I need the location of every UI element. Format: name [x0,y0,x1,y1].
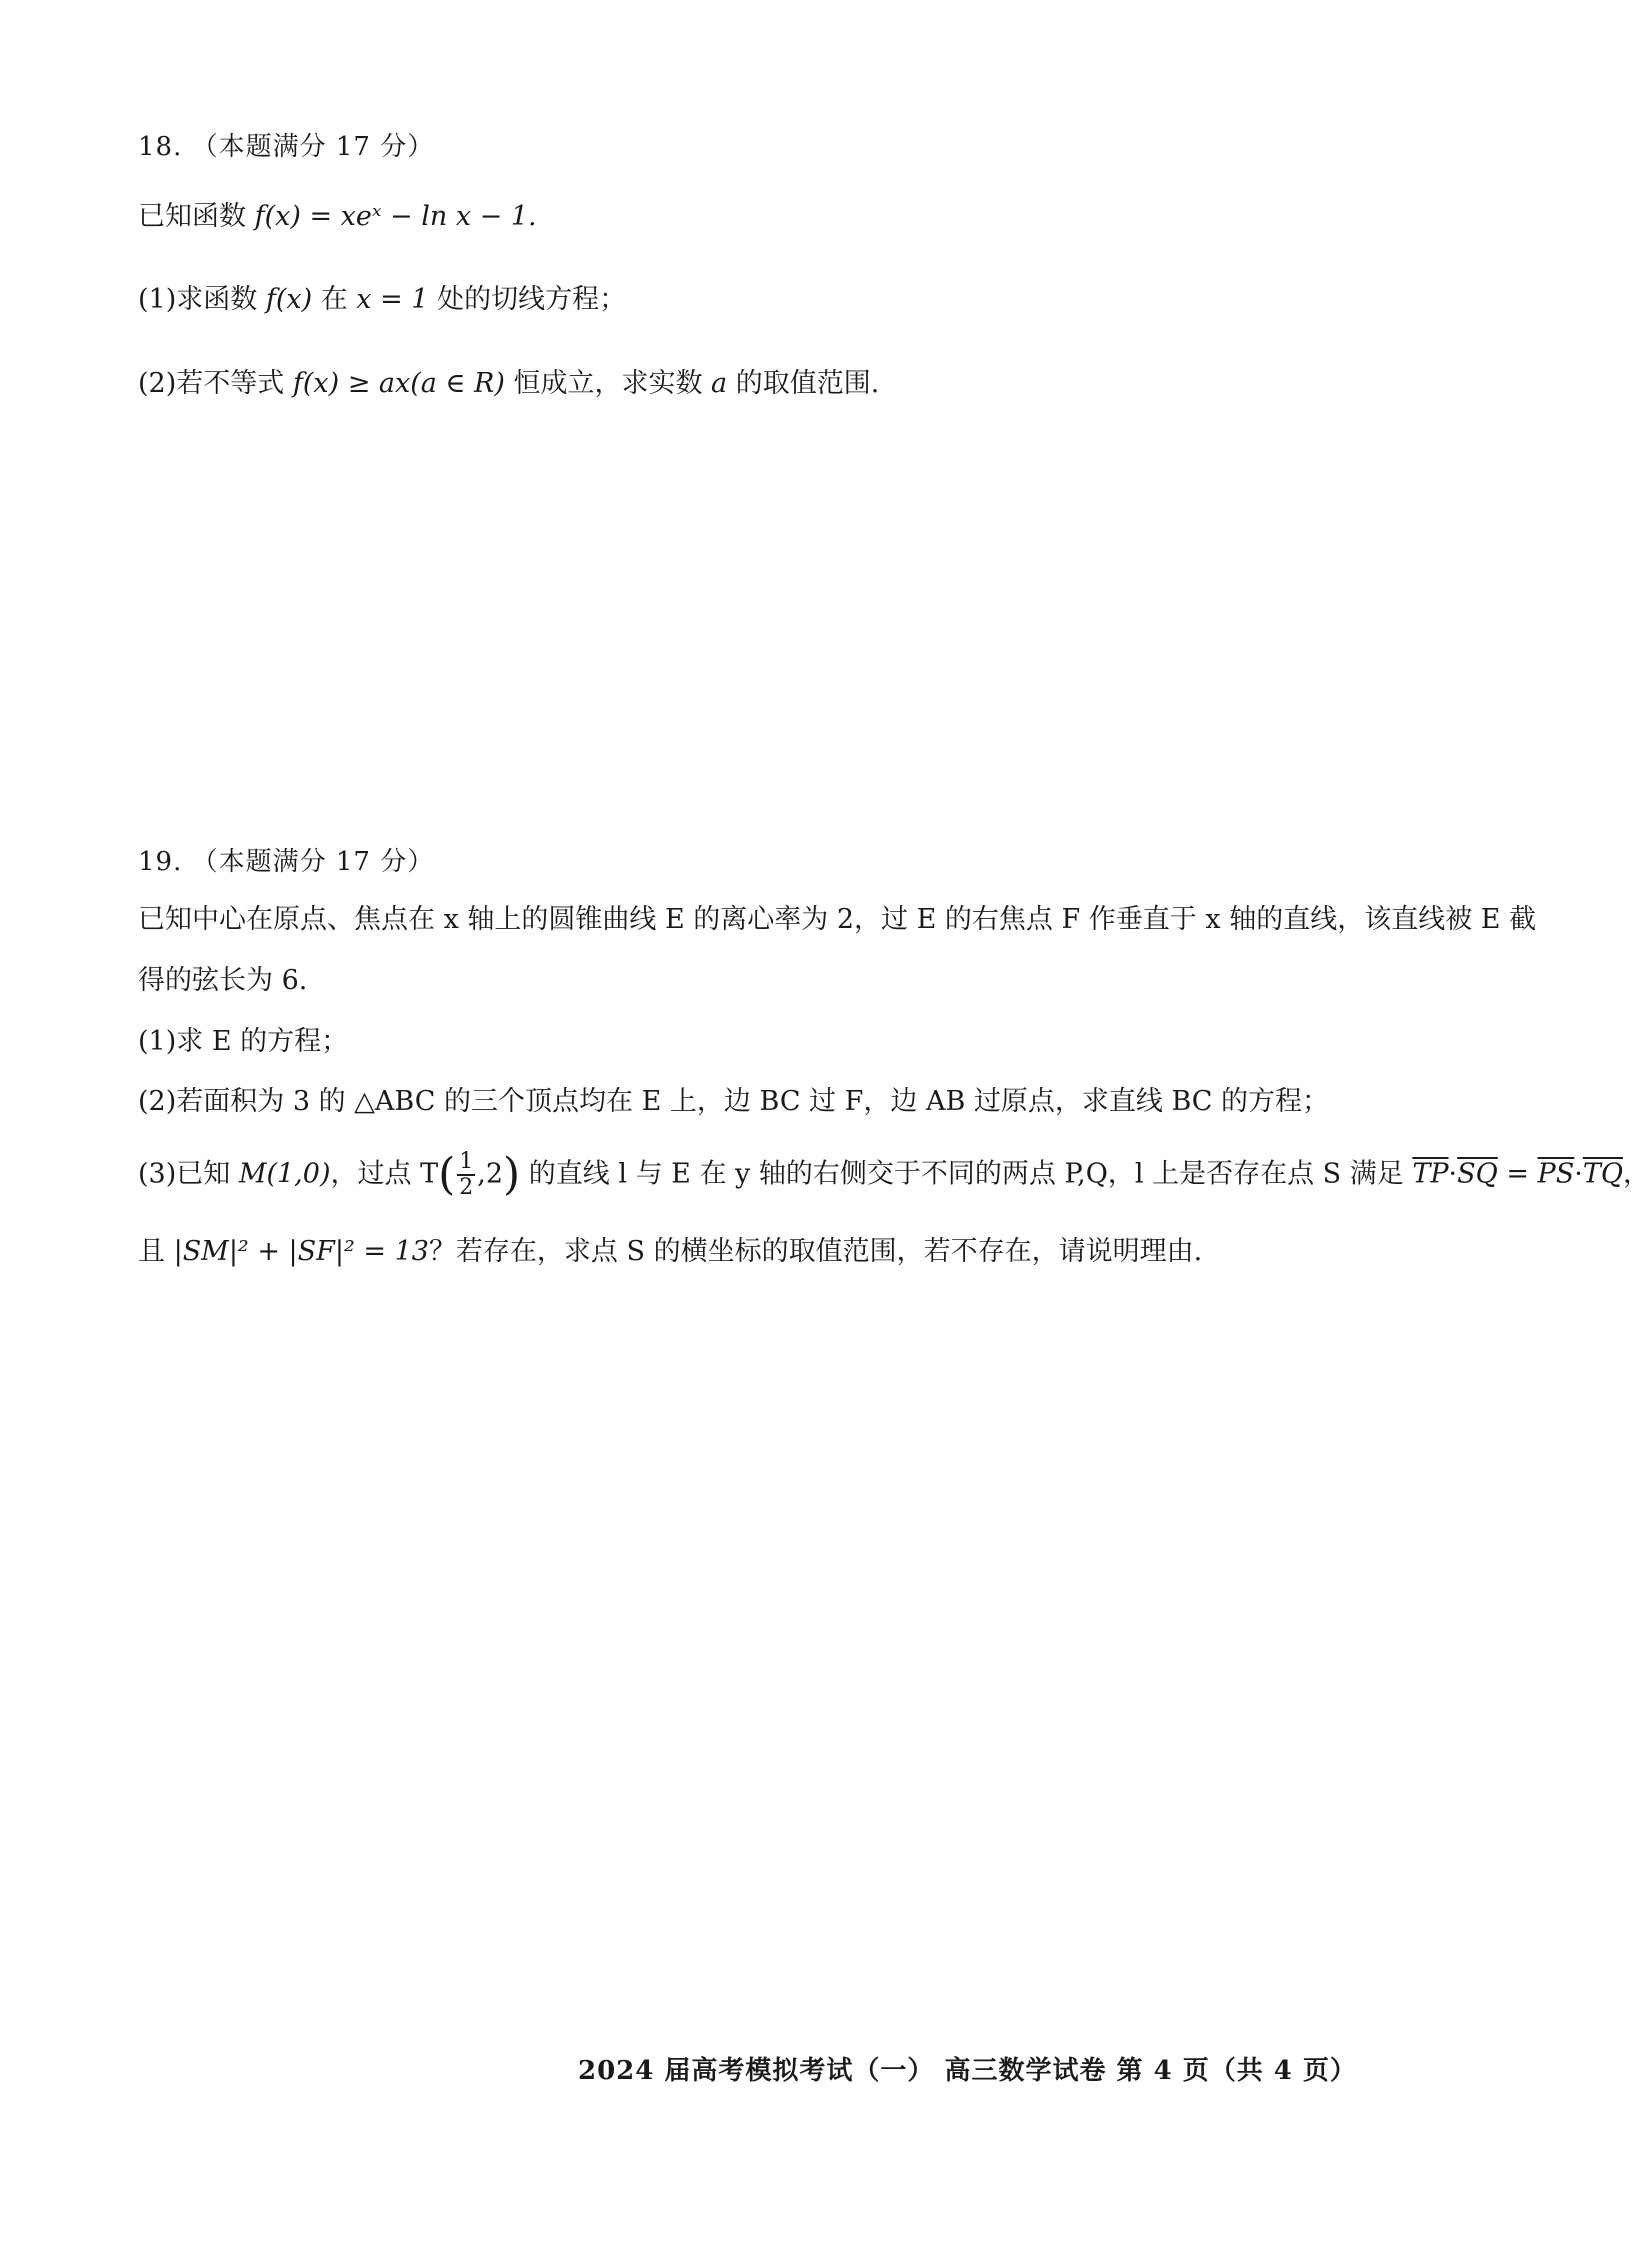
q18-part1-suffix: 处的切线方程； [428,284,627,315]
q19-part1: (1)求 E 的方程； [138,1026,349,1057]
q18-part2-suffix: 恒成立，求实数 [504,368,712,399]
q19-vector-ps: $\overline{PS}$ [1537,1158,1575,1190]
q18-part2 [138,367,879,401]
q19-left-paren: ( [438,1149,456,1200]
q19-fraction-num: 1 [459,1149,474,1174]
q19-part3-mid: 的直线 l 与 E 在 y 轴的右侧交于不同的两点 P,Q，l 上是否存在点 S 满足 [520,1158,1413,1190]
q19-right-paren: ) [503,1149,521,1200]
q19-part2: (2)若面积为 3 的 △ABC 的三个顶点均在 E 上，边 BC 过 F，边 AB 过原点，求直线 BC 的方程； [138,1086,1330,1117]
q19-vector-tq: $\overline{TQ}$ [1582,1158,1623,1190]
q18-stem [138,200,537,234]
q19-part3-prefix: (3)已知 [138,1158,239,1190]
q19-stem-line2: 得的弦长为 6. [138,965,308,996]
q19-fraction-den: 2 [459,1175,474,1200]
q19-distance-formula: |SM|² + |SF|² = 13 [173,1236,429,1267]
q18-part1-formula2: x = 1 [356,284,429,315]
q18-part2-prefix: (2)若不等式 [138,368,293,399]
q19-heading: 19. （本题满分 17 分） [138,847,435,877]
q19-part3-line1 [138,1150,1650,1200]
q19-point-t-y: ,2 [477,1158,504,1190]
q18-stem-prefix: 已知函数 [138,201,255,232]
q19-vector-tp: $\overline{TP}$ [1412,1158,1449,1190]
q19-part3-line2-prefix: 且 [138,1236,174,1267]
q18-part1-formula: f(x) [265,284,313,315]
q18-part1-mid: 在 [312,284,357,315]
q19-equals: = [1497,1158,1538,1190]
q18-part2-formula: f(x) ≥ ax(a ∈ R) [292,368,505,399]
q18-part2-var: a [711,368,728,399]
q19-point-m: M(1,0) [238,1158,331,1190]
q19-part3-comma: ， [1622,1158,1650,1190]
q19-fraction [457,1150,475,1200]
q19-dot2: · [1574,1158,1583,1190]
q18-part1 [138,283,626,317]
q19-vector-sq: $\overline{SQ}$ [1457,1158,1498,1190]
q19-dot1: · [1448,1158,1458,1190]
q19-stem-line1: 已知中心在原点、焦点在 x 轴上的圆锥曲线 E 的离心率为 2，过 E 的右焦点 F 作垂直于 x 轴的直线，该直线被 E 截 [138,904,1537,935]
q19-part3-through: ，过点 T [330,1158,439,1190]
q18-heading: 18. （本题满分 17 分） [138,132,435,162]
q19-part3-line2 [138,1235,1202,1269]
q18-part1-prefix: (1)求函数 [138,284,266,315]
page-footer: 2024 届高考模拟考试（一） 高三数学试卷 第 4 页（共 4 页） [578,2056,1357,2086]
q19-part3-line2-suffix: ？若存在，求点 S 的横坐标的取值范围，若不存在，请说明理由. [428,1236,1203,1267]
q18-part2-end: 的取值范围. [727,368,880,399]
q18-function-formula: f(x) = xeˣ − ln x − 1. [254,201,537,232]
